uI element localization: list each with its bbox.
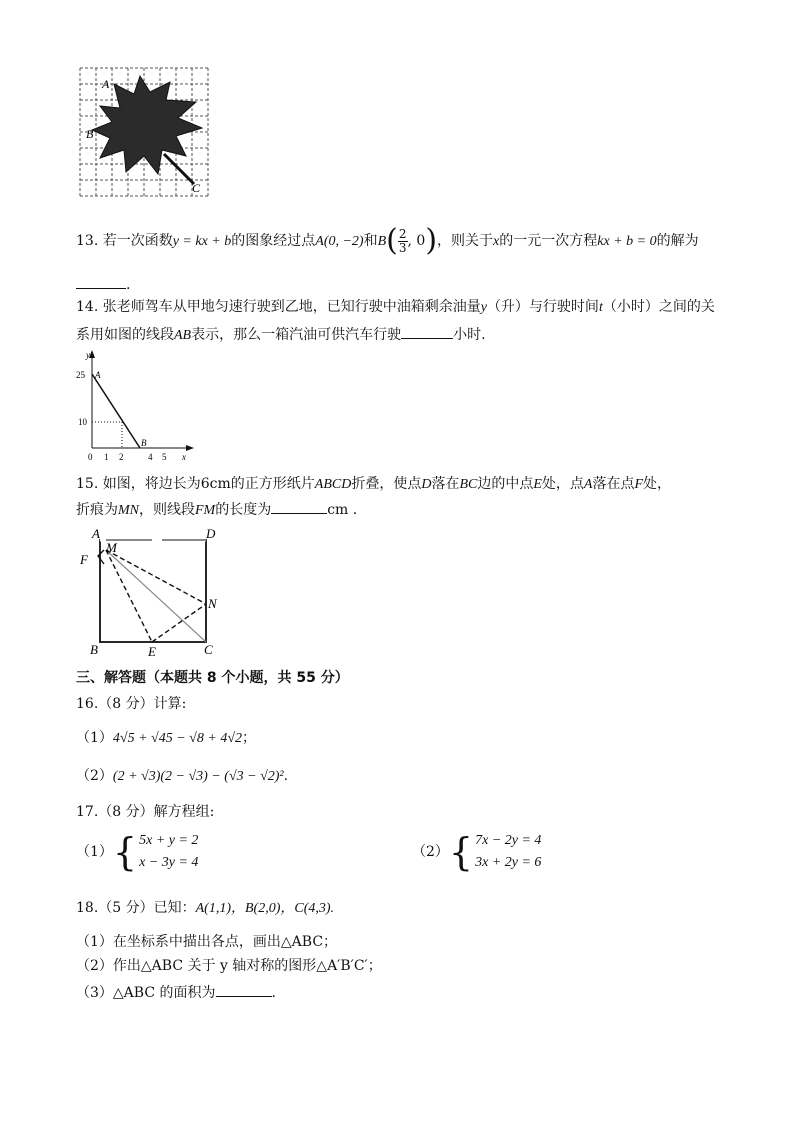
x-axis-label: x	[182, 452, 186, 462]
question-16-part1: （1）4√5 + √45 − √8 + 4√2；	[76, 730, 256, 746]
question-15-line2: 折痕为MN，则线段FM的长度为 cm .	[76, 499, 357, 521]
x-tick-4: 4	[148, 452, 153, 462]
label-a: A	[92, 526, 100, 541]
x-tick-5: 5	[162, 452, 167, 462]
question-18-part1: （1）在坐标系中描出各点，画出△ABC；	[76, 934, 338, 950]
label-c: C	[204, 642, 213, 657]
fuel-time-graph	[76, 348, 196, 468]
point-b-label: B	[141, 438, 147, 448]
x-tick-0: 0	[88, 452, 93, 462]
question-18-head: 18.（5 分）已知：A(1,1)，B(2,0)，C(4,3).	[76, 900, 335, 916]
leaf-label-b: B	[86, 127, 94, 141]
segment-ab	[92, 374, 140, 448]
answer-blank-15[interactable]	[271, 499, 327, 514]
x-tick-1: 1	[104, 452, 109, 462]
x-tick-2: 2	[119, 452, 124, 462]
leaf-stem	[164, 154, 194, 184]
dashed-me	[106, 550, 152, 642]
leaf-label-a: A	[102, 77, 110, 91]
question-17-head: 17.（8 分）解方程组:	[76, 804, 215, 820]
section-3-heading: 三、解答题（本题共 8 个小题，共 55 分）	[76, 670, 349, 686]
label-d: D	[206, 526, 216, 541]
answer-blank-14[interactable]	[401, 324, 453, 339]
question-13-answer: .	[76, 274, 130, 295]
question-16-head: 16.（8 分）计算:	[76, 696, 187, 712]
dashed-en	[152, 604, 206, 642]
folding-square-figure	[76, 522, 226, 660]
answer-blank-13[interactable]	[76, 274, 126, 289]
answer-blank-18[interactable]	[216, 982, 272, 997]
question-17-part2: （2） { 7x − 2y = 4 3x + 2y = 6	[412, 830, 542, 874]
point-a-label: A	[95, 370, 101, 380]
label-n: N	[208, 596, 217, 611]
y-tick-25: 25	[76, 370, 85, 380]
label-e: E	[148, 644, 156, 659]
flap-f	[98, 550, 104, 564]
question-14-line2: 系用如图的线段AB表示，那么一箱汽油可供汽车行驶 小时.	[76, 324, 486, 346]
label-m: M	[106, 540, 117, 555]
question-16-part2: （2）(2 + √3)(2 − √3) − (√3 − √2)².	[76, 768, 289, 784]
question-14-line1: 14. 张老师驾车从甲地匀速行驶到乙地，已知行驶中油箱剩余油量y（升）与行驶时间t（小时）之间的关	[76, 299, 715, 315]
y-tick-10: 10	[78, 417, 87, 427]
leaf-label-c: C	[192, 181, 201, 195]
question-18-part3: （3）△ABC 的面积为 .	[76, 982, 276, 1003]
label-f: F	[80, 552, 88, 567]
leaf-grid-figure	[78, 66, 214, 200]
y-axis-label: y	[86, 350, 90, 360]
question-13: 13. 若一次函数y = kx + b的图象经过点A(0, −2)和B( $\frac{2}{3}$ , 0)，则关于x的一元一次方程kx + b = 0的解为	[76, 223, 699, 258]
question-18-part2: （2）作出△ABC 关于 y 轴对称的图形△A′B′C′；	[76, 958, 382, 974]
label-b: B	[90, 642, 98, 657]
question-17-part1: （1） { 5x + y = 2 x − 3y = 4	[76, 830, 199, 874]
question-15-line1: 15. 如图，将边长为6cm的正方形纸片ABCD折叠，使点D落在BC边的中点E处，点A落在点F处，	[76, 476, 672, 492]
